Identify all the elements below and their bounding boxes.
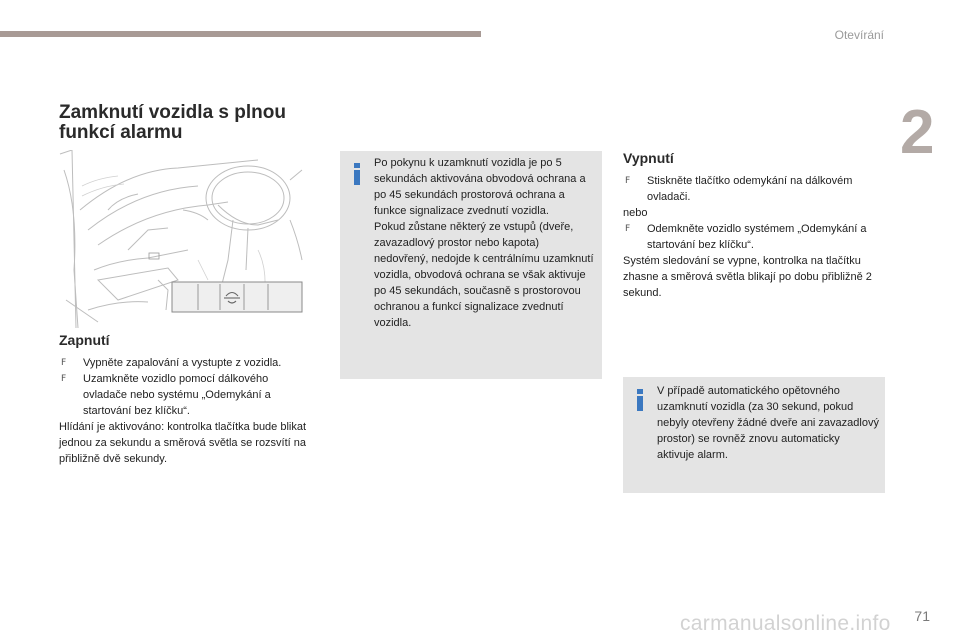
bullet-icon: F (61, 374, 67, 384)
list-item (623, 221, 888, 253)
list-item (623, 173, 888, 205)
heading-vypnuti: Vypnutí (623, 150, 674, 166)
info-icon (637, 389, 643, 411)
bullet-icon: F (61, 358, 67, 368)
bullet-icon: F (625, 224, 631, 234)
list-item (59, 355, 314, 371)
zapnuti-section (59, 355, 314, 467)
info-icon (354, 163, 360, 185)
zapnuti-step-2: Uzamkněte vozidlo pomocí dálkového ovladače nebo systému „Odemykání a startování bez klíčku“. (83, 373, 271, 417)
vypnuti-step-2: Odemkněte vozidlo systémem „Odemykání a startování bez klíčku“. (647, 223, 867, 251)
vypnuti-description: Systém sledování se vypne, kontrolka na tlačítku zhasne a směrová světla blikají po dobu přibližně 2 sekund. (623, 255, 872, 299)
vypnuti-step-1: Stiskněte tlačítko odemykání na dálkovém ovladači. (647, 175, 853, 203)
section-title: Otevírání (834, 28, 884, 42)
list-item (59, 371, 314, 419)
heading-zapnuti: Zapnutí (59, 332, 110, 348)
page-title: Zamknutí vozidla s plnou funkcí alarmu (59, 102, 286, 143)
dashboard-illustration (58, 150, 304, 328)
info-text-relock: V případě automatického opětovného uzamknutí vozidla (za 30 sekund, pokud nebyly otevřeny žádné dveře ani zavazadlový prostor) se rovněž znovu automaticky aktivuje alarm. (657, 385, 879, 461)
vypnuti-separator: nebo (623, 207, 648, 219)
info-box-relock (623, 377, 885, 493)
vypnuti-section (623, 173, 888, 301)
info-box-activation (340, 151, 602, 379)
zapnuti-description: Hlídání je aktivováno: kontrolka tlačítka bude blikat jednou za sekundu a směrová světla se rozsvítí na přibližně dvě sekundy. (59, 421, 307, 465)
chapter-number: 2 (900, 98, 935, 167)
info-text-activation: Po pokynu k uzamknutí vozidla je po 5 sekundách aktivována obvodová ochrana a po 45 sekundách prostorová ochrana a funkce signalizace zvednutí vozidla. Pokud zůstane některý ze vstupů (dveře, zavazadlový prostor nebo kapota) nedovřený, nedojde k centrálnímu uzamknutí vozidla, obvodová ochrana se však aktivuje po 45 sekundách, současně s prostorovou ochranou a funkcí signalizace zvednutí vozidla. (374, 157, 594, 329)
bullet-icon: F (625, 176, 631, 186)
page-number: 71 (914, 608, 930, 624)
zapnuti-step-1: Vypněte zapalování a vystupte z vozidla. (83, 357, 282, 369)
watermark: carmanualsonline.info (680, 612, 891, 635)
header-bar (0, 31, 481, 37)
